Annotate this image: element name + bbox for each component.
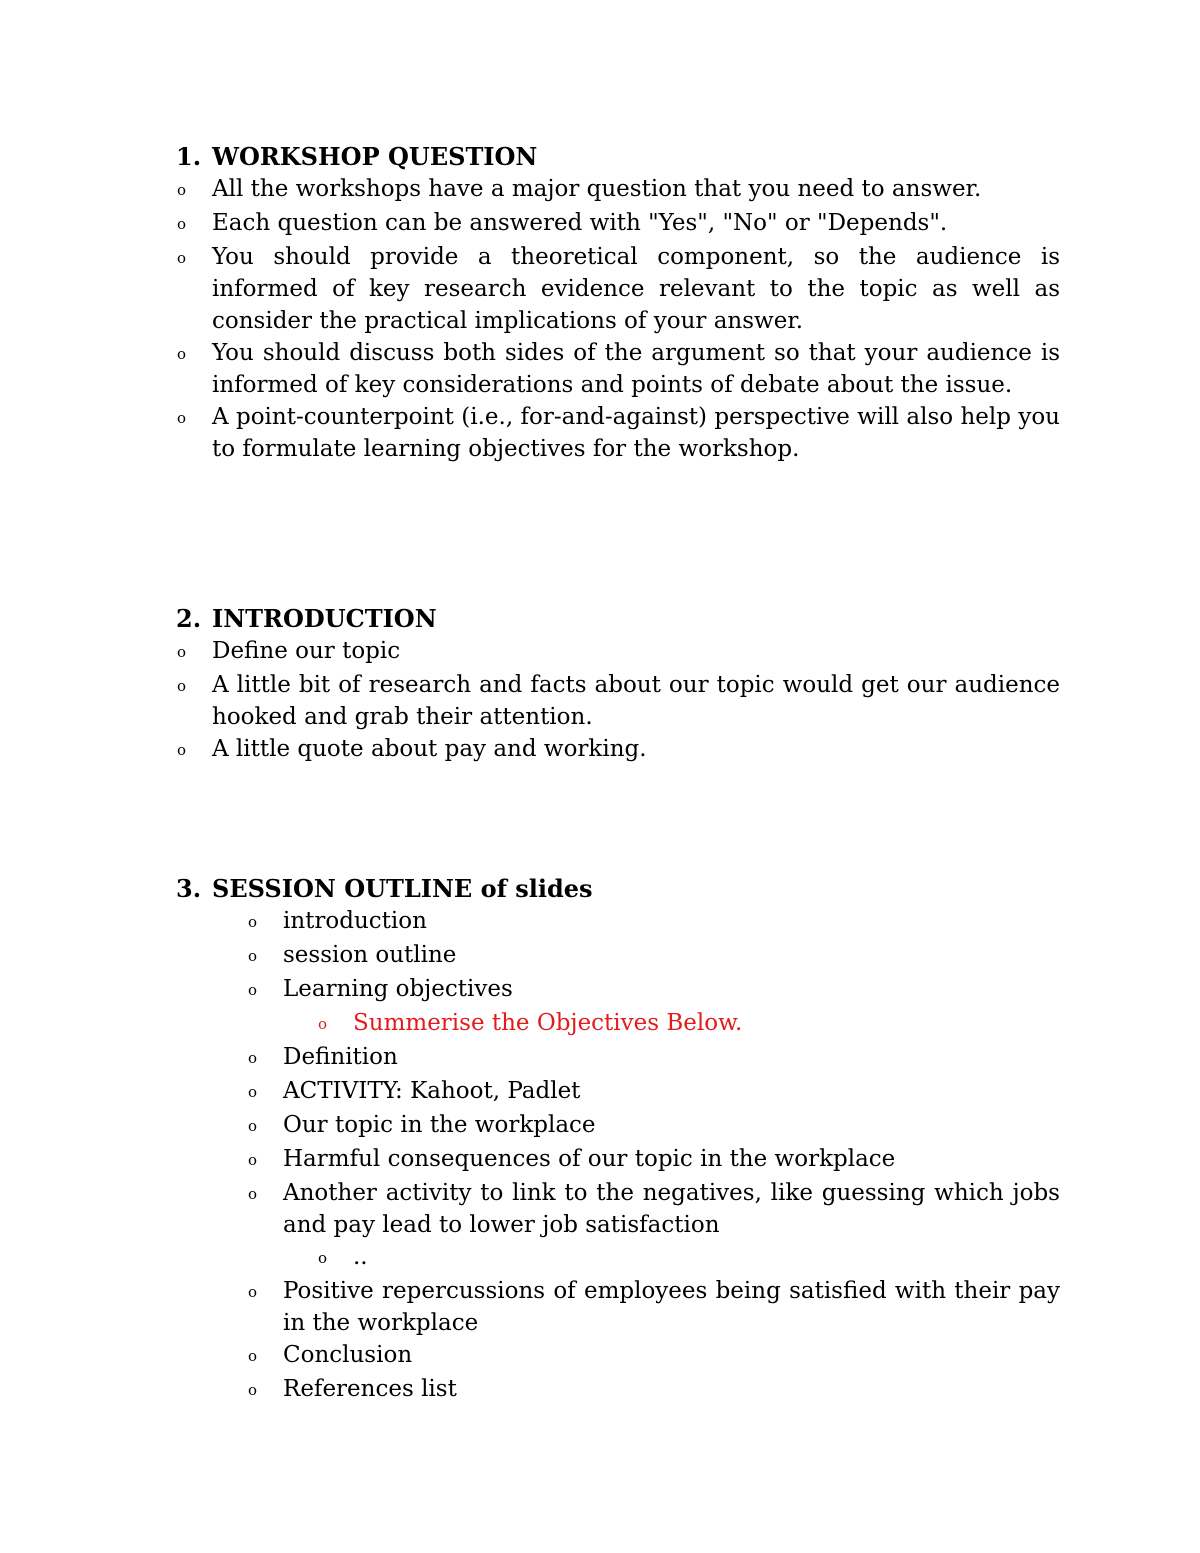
list-item [247,939,1060,973]
section-heading [176,873,1060,905]
section-number: 2. [176,604,202,633]
list-item [247,1041,1060,1075]
bullet-icon: o [177,249,187,267]
bullet-icon: o [248,1117,258,1135]
bullet-icon: o [248,1083,258,1101]
section-number: 3. [176,874,202,903]
list-item [176,733,1060,767]
list-item [176,337,1060,401]
list-item [247,905,1060,939]
bullet-icon: o [177,643,187,661]
bullet-icon: o [177,345,187,363]
list-item [247,1373,1060,1407]
list-item-text: Conclusion [283,1342,413,1368]
bullet-icon: o [248,1347,258,1365]
list-item-text: Each question can be answered with "Yes", "No" or "Depends". [212,210,948,236]
list-item-highlight [317,1007,1060,1041]
list-item-text: Definition [283,1044,398,1070]
list-item-text: References list [283,1376,457,1402]
list-item-text: A point-counterpoint (i.e., for-and-against) perspective will also help you to formulate learning objectives for the workshop. [212,404,1060,462]
bullet-icon: o [318,1249,328,1267]
bullet-icon: o [248,1151,258,1169]
list-item-text: Learning objectives [283,976,513,1002]
bullet-icon: o [248,1381,258,1399]
bullet-icon: o [248,913,258,931]
bullet-icon: o [177,677,187,695]
bullet-icon: o [248,947,258,965]
section-title: SESSION OUTLINE of slides [212,874,593,903]
list-item-text: Define our topic [212,638,401,664]
list-item-text: You should discuss both sides of the argument so that your audience is informed of key considerations and points of debate about the issue. [212,340,1060,398]
list-item-text: ACTIVITY: Kahoot, Padlet [283,1078,581,1104]
list-item-text: A little bit of research and facts about our topic would get our audience hooked and grab their attention. [212,672,1060,730]
list-item-text: Summerise the Objectives Below. [353,1010,743,1036]
list-item [247,1075,1060,1109]
bullet-icon: o [318,1015,328,1033]
list-item [176,401,1060,465]
section-introduction [176,603,1060,767]
list-item [247,1339,1060,1373]
list-item [247,1143,1060,1177]
list-item-text: introduction [283,908,427,934]
section-number: 1. [176,142,202,171]
section-workshop-question [176,141,1060,465]
list-item [176,207,1060,241]
list-item-text: Our topic in the workplace [283,1112,596,1138]
list-item [317,1241,1060,1275]
bullet-icon: o [177,741,187,759]
list-item-text: Harmful consequences of our topic in the workplace [283,1146,896,1172]
list-item-text: .. [353,1244,368,1270]
section-session-outline [176,873,1060,1407]
list-item [176,173,1060,207]
bullet-icon: o [177,215,187,233]
bullet-icon: o [248,1283,258,1301]
list-item [247,1275,1060,1339]
list-item [247,1177,1060,1241]
list-item [176,241,1060,337]
list-item-text: Another activity to link to the negatives, like guessing which jobs and pay lead to lower job satisfaction [283,1180,1060,1238]
list-item-text: Positive repercussions of employees being satisfied with their pay in the workplace [283,1278,1060,1336]
list-item-text: session outline [283,942,457,968]
list-item [176,669,1060,733]
list-item [176,635,1060,669]
bullet-icon: o [177,181,187,199]
section-title: INTRODUCTION [212,604,437,633]
bullet-icon: o [248,1049,258,1067]
list-item [247,1109,1060,1143]
section-title: WORKSHOP QUESTION [212,142,538,171]
list-item [247,973,1060,1007]
list-item-text: All the workshops have a major question that you need to answer. [212,176,982,202]
bullet-icon: o [248,1185,258,1203]
section-heading [176,141,1060,173]
list-item-text: You should provide a theoretical component, so the audience is informed of key research evidence relevant to the topic as well as consider the practical implications of your answer. [212,244,1060,334]
bullet-icon: o [248,981,258,999]
list-item-text: A little quote about pay and working. [212,736,647,762]
section-heading [176,603,1060,635]
bullet-icon: o [177,409,187,427]
